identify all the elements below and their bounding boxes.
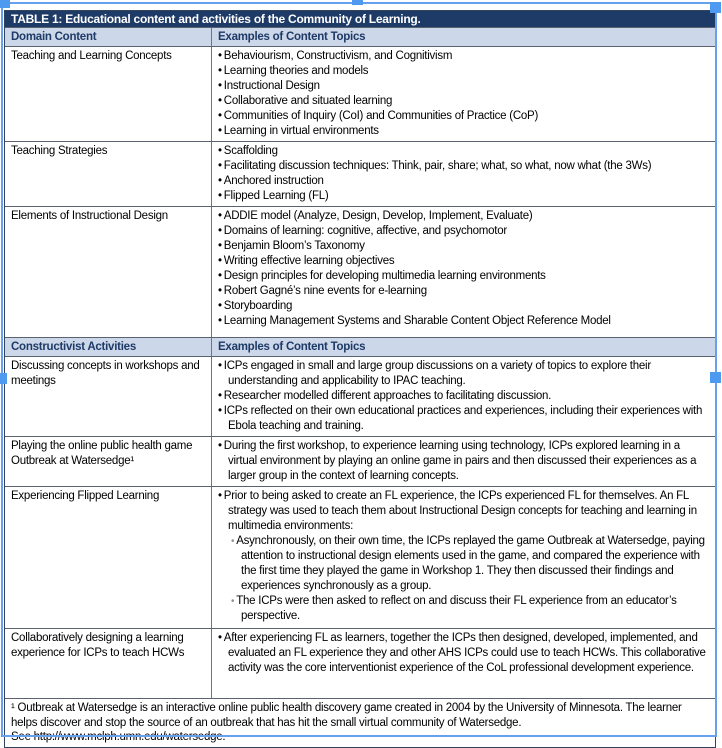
bullet-item: • Learning Management Systems and Sharable Content Object Reference Model <box>218 315 611 327</box>
bullet-icon: • <box>218 440 222 452</box>
table-row <box>5 46 715 141</box>
selection-handle-middle-right[interactable] <box>710 372 721 383</box>
bullet-item: • Benjamin Bloom’s Taxonomy <box>218 240 365 252</box>
bullet-icon: • <box>218 315 222 327</box>
selection-handle-top-center[interactable] <box>352 0 363 5</box>
bullet-item: • Prior to being asked to create an FL experience, the ICPs experienced FL for themselves. An FL strategy was used to teach them about Instructional Design concepts for teaching and learning in multimedia environments: <box>218 490 697 532</box>
table-row <box>5 356 715 436</box>
table-row <box>5 628 715 698</box>
bullet-list <box>218 359 709 434</box>
bullet-icon: • <box>218 80 222 92</box>
column-header-constructivist-activities: Constructivist Activities <box>5 338 212 356</box>
domain-cell: Teaching and Learning Concepts <box>5 47 212 141</box>
examples-cell <box>212 487 715 628</box>
column-header-examples-1: Examples of Content Topics <box>218 31 366 43</box>
bullet-item: • ICPs engaged in small and large group discussions on a variety of topics to explore their understanding and applicability to IPAC teaching. <box>218 360 651 387</box>
domain-cell: Discussing concepts in workshops and meetings <box>5 357 212 436</box>
examples-cell <box>212 142 715 206</box>
bullet-icon: • <box>218 110 222 122</box>
table-footnote <box>5 698 715 747</box>
bullet-icon: • <box>218 160 222 172</box>
bullet-icon: • <box>218 255 222 267</box>
bullet-item: • Writing effective learning objectives <box>218 255 395 267</box>
sub-bullet-icon: • <box>231 536 235 547</box>
domain-cell: Experiencing Flipped Learning <box>5 487 212 628</box>
selection-handle-middle-left[interactable] <box>0 373 7 384</box>
examples-cell <box>212 207 715 337</box>
bullet-icon: • <box>218 65 222 77</box>
examples-cell <box>212 629 715 698</box>
bullet-icon: • <box>218 490 222 502</box>
examples-cell <box>212 357 715 436</box>
bullet-item: • Instructional Design <box>218 80 320 92</box>
footnote-url: See http://www.mclph.umn.edu/watersedge. <box>11 731 226 743</box>
table-header-row-1 <box>5 27 715 46</box>
bullet-icon: • <box>218 285 222 297</box>
bullet-item: • Learning theories and models <box>218 65 369 77</box>
selection-handle-top-left[interactable] <box>0 0 10 8</box>
bullet-item: • Behaviourism, Constructivism, and Cognitivism <box>218 50 453 62</box>
sub-bullet-item: • The ICPs were then asked to reflect on and discuss their FL experience from an educator’s perspective. <box>231 595 677 622</box>
table-header-row-2 <box>5 337 715 356</box>
table-title: TABLE 1: Educational content and activities of the Community of Learning. <box>5 11 715 27</box>
bullet-list <box>218 631 709 676</box>
bullet-item: • Robert Gagné’s nine events for e-learning <box>218 285 427 297</box>
bullet-icon: • <box>218 225 222 237</box>
examples-cell <box>212 437 715 486</box>
bullet-item: • Learning in virtual environments <box>218 125 379 137</box>
table-1-image[interactable] <box>4 10 716 748</box>
table-row <box>5 141 715 206</box>
domain-cell: Playing the online public health game Outbreak at Watersedge¹ <box>5 437 212 486</box>
bullet-icon: • <box>218 125 222 137</box>
selection-handle-top-right[interactable] <box>710 2 721 13</box>
bullet-icon: • <box>218 270 222 282</box>
examples-cell <box>212 47 715 141</box>
bullet-icon: • <box>218 190 222 202</box>
bullet-item: • Collaborative and situated learning <box>218 95 393 107</box>
table-row <box>5 436 715 486</box>
bullet-item: • Researcher modelled different approaches to facilitating discussion. <box>218 390 552 402</box>
bullet-item: • After experiencing FL as learners, together the ICPs then designed, developed, implemented, and evaluated an FL experience they and other AHS ICPs could use to teach HCWs. This collaborative activity was the core interventionist experience of the CoL professional development experience. <box>218 632 706 674</box>
bullet-icon: • <box>218 300 222 312</box>
domain-cell: Teaching Strategies <box>5 142 212 206</box>
bullet-icon: • <box>218 50 222 62</box>
domain-cell: Elements of Instructional Design <box>5 207 212 337</box>
bullet-item: • ADDIE model (Analyze, Design, Develop, Implement, Evaluate) <box>218 210 533 222</box>
bullet-icon: • <box>218 240 222 252</box>
bullet-item: • Storyboarding <box>218 300 293 312</box>
bullet-list <box>218 489 709 624</box>
bullet-item: • Anchored instruction <box>218 175 324 187</box>
bullet-item: • Design principles for developing multimedia learning environments <box>218 270 546 282</box>
bullet-item: • Domains of learning: cognitive, affective, and psychomotor <box>218 225 507 237</box>
bullet-list <box>218 144 709 204</box>
bullet-icon: • <box>218 632 222 644</box>
bullet-item: • Scaffolding <box>218 145 278 157</box>
bullet-item: • Flipped Learning (FL) <box>218 190 329 202</box>
bullet-icon: • <box>218 145 222 157</box>
bullet-list <box>218 209 709 329</box>
footnote-text: ¹ Outbreak at Watersedge is an interactive online public health discovery game created in 2004 by the University of Minnesota. The learner helps discover and stop the source of an outbreak that has hit the small virtual community of Watersedge. <box>11 702 682 729</box>
table-row <box>5 206 715 337</box>
bullet-icon: • <box>218 360 222 372</box>
bullet-item: • Facilitating discussion techniques: Think, pair, share; what, so what, now what (the 3Ws) <box>218 160 652 172</box>
sub-bullet-icon: • <box>231 596 235 607</box>
sub-bullet-item: • Asynchronously, on their own time, the ICPs replayed the game Outbreak at Watersedge, paying attention to instructional design elements used in the game, and compared the experience with the first time they played the game in Workshop 1. They then discussed their findings and experiences synchronously as a group. <box>231 535 705 592</box>
bullet-icon: • <box>218 175 222 187</box>
bullet-icon: • <box>218 390 222 402</box>
bullet-icon: • <box>218 405 222 417</box>
bullet-item: • During the first workshop, to experience learning using technology, ICPs explored learning in a virtual environment by playing an online game in pairs and then discussed their experiences as a larger group in the context of learning concepts. <box>218 440 697 482</box>
column-header-domain-content: Domain Content <box>5 28 212 46</box>
bullet-icon: • <box>218 95 222 107</box>
bullet-item: • ICPs reflected on their own educational practices and experiences, including their experiences with Ebola teaching and training. <box>218 405 703 432</box>
table-row <box>5 486 715 628</box>
bullet-item: • Communities of Inquiry (CoI) and Communities of Practice (CoP) <box>218 110 539 122</box>
bullet-list <box>218 439 709 484</box>
column-header-examples-2: Examples of Content Topics <box>218 341 366 353</box>
bullet-icon: • <box>218 210 222 222</box>
bullet-list <box>218 49 709 139</box>
domain-cell: Collaboratively designing a learning experience for ICPs to teach HCWs <box>5 629 212 698</box>
